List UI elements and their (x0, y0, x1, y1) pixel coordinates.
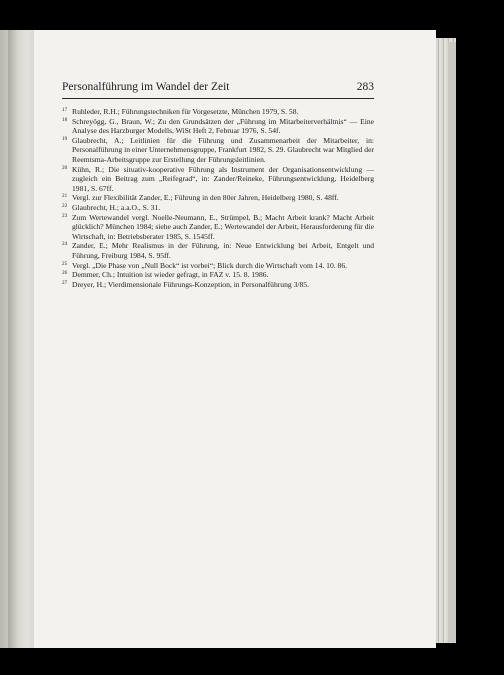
running-head-title: Personalführung im Wandel der Zeit (62, 81, 230, 93)
footnote-text: Glaubrecht, H.; a.a.O., S. 31. (72, 202, 161, 212)
footnote-number: 20 (62, 164, 68, 171)
footnote-number: 21 (62, 193, 68, 200)
footnote (62, 213, 374, 242)
footnote-text: Zander, E.; Mehr Realismus in der Führung, in: Neue Entwicklung bei Arbeit, Entgelt und Führung, Freiburg 1984, S. 95ff. (72, 241, 374, 260)
running-head (62, 80, 374, 98)
footnote-list (62, 107, 374, 289)
header-rule (62, 98, 374, 99)
footnote-text: Demmer, Ch.; Intuition ist wieder gefragt, in FAZ v. 15. 8. 1986. (72, 270, 269, 280)
footnote-number: 17 (62, 107, 68, 113)
footnote-number: 24 (62, 241, 68, 248)
footnote-text: Kühn, R.; Die situativ-kooperative Führung als Instrument der Organisationsentwicklung — zugleich ein Beitrag zum „Reifegrad“, in: Zander/Reineke, Führungsentwicklung, Heidelberg 1981, S. 67ff. (72, 164, 374, 193)
footnote-number: 19 (62, 135, 68, 142)
page-number: 283 (356, 81, 374, 93)
facing-page-edge (0, 30, 36, 648)
footnote-text: Dreyer, H.; Vierdimensionale Führungs-Konzeption, in Personalführung 3/85. (72, 279, 309, 289)
footnote (62, 241, 374, 260)
footnote-number: 22 (62, 202, 68, 209)
footnote (62, 203, 374, 213)
footnote-text: Vergl. „Die Phase von „Null Bock“ ist vorbei“; Blick durch die Wirtschaft vom 14. 10. 86. (72, 260, 348, 270)
footnote-number: 25 (62, 260, 68, 267)
footnote-number: 26 (62, 270, 68, 277)
footnote-number: 18 (62, 116, 68, 123)
binding-shadow (8, 30, 18, 648)
footnote (62, 261, 374, 271)
footnote-text: Schreyögg, G., Braun, W.; Zu den Grundsätzen der „Führung im Mitarbeiterverhältnis“ — Eine Analyse des Harzburger Modells, WiSt Heft 2, Februar 1976, S. 54f. (72, 116, 374, 136)
footnote (62, 165, 374, 194)
footnote (62, 280, 374, 290)
footnote-number: 27 (62, 279, 68, 286)
footnote-text: Vergl. zur Flexibilität Zander, E.; Führung in den 80er Jahren, Heidelberg 1980, S. 48ff. (72, 193, 339, 203)
footnote-text: Zum Wertewandel vergl. Noelle-Neumann, E., Strümpel, B.; Macht Arbeit krank? Macht Arbeit glücklich? München 1984; siehe auch Zander, E.; Wertewandel der Arbeit, Herausforderung für die Wirtschaft, in: Betriebsberater 1985, S. 1545ff. (72, 212, 374, 241)
footnote (62, 136, 374, 165)
footnote-number: 23 (62, 212, 68, 219)
footnote (62, 193, 374, 203)
footnote-text: Ruhleder, R.H.; Führungstechniken für Vorgesetzte, München 1979, S. 58. (72, 107, 299, 116)
footnote (62, 107, 374, 117)
footnote-text: Glaubrecht, A.; Leitlinien für die Führung und Zusammenarbeit der Mitarbeiter, in: Personalführung in einer Unternehmensgruppe, Frankfurt 1982, S. 29. Glaubrecht war Mitglied der Reemtsma-Arbeitsgruppe zur Erstellung der Führungsleitlinien. (72, 135, 374, 164)
page-stack-shadow (448, 42, 456, 642)
footnote (62, 117, 374, 136)
footnote (62, 270, 374, 280)
